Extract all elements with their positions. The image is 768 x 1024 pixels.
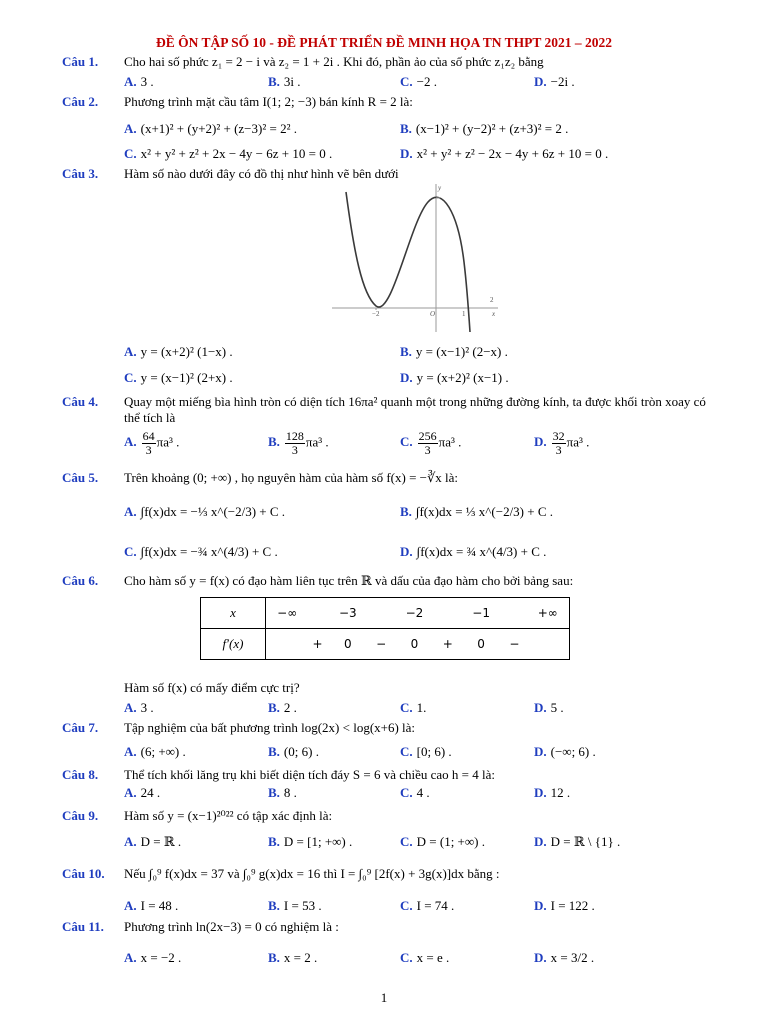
option-d[interactable]: D. −2i . <box>534 74 575 89</box>
option-a[interactable]: A. (x+1)² + (y+2)² + (z−3)² = 2² . <box>124 121 297 136</box>
option-a[interactable]: A. x = −2 . <box>124 950 182 965</box>
options-row <box>124 744 724 764</box>
question-stem: Quay một miếng bìa hình tròn có diện tích 16πa² quanh một trong những đường kính, ta được khối tròn xoay có thể tích là <box>124 394 706 425</box>
option-b[interactable]: B. D = [1; +∞) . <box>268 834 353 849</box>
option-b[interactable]: B. 8 . <box>268 785 297 800</box>
option-c[interactable]: C. −2 . <box>400 74 437 89</box>
option-d[interactable]: D. x² + y² + z² − 2x − 4y + 6z + 10 = 0 . <box>400 146 609 161</box>
option-c[interactable]: C. D = (1; +∞) . <box>400 834 485 849</box>
options-row <box>124 544 724 564</box>
question-number: Câu 5. <box>62 470 99 485</box>
question-number: Câu 1. <box>62 54 99 69</box>
question-number: Câu 8. <box>62 767 99 782</box>
option-a[interactable]: A. $\frac{64}{3}$ πa³ . <box>124 429 180 457</box>
option-d[interactable]: D. $\frac{32}{3}$ πa³ . <box>534 429 590 457</box>
option-b[interactable]: B. x = 2 . <box>268 950 318 965</box>
option-a[interactable]: A. I = 48 . <box>124 898 179 913</box>
question-stem: Cho hai số phức z₁ = 2 − i và z₂ = 1 + 2i . Khi đó, phần ảo của số phức z₁z₂ bằng <box>124 54 544 69</box>
y-axis-label: y <box>438 184 442 192</box>
option-d[interactable]: D. 5 . <box>534 700 564 715</box>
options-row <box>124 785 724 805</box>
options-row <box>124 504 724 524</box>
question-stem: Phương trình ln(2x−3) = 0 có nghiệm là : <box>124 919 339 934</box>
option-a[interactable]: A. D = ℝ . <box>124 834 182 849</box>
options-row <box>124 429 724 457</box>
question-stem: Cho hàm số y = f(x) có đạo hàm liên tục trên ℝ và dấu của đạo hàm cho bởi bảng sau: <box>124 573 574 588</box>
question-5 <box>62 470 722 486</box>
option-a[interactable]: A. (6; +∞) . <box>124 744 186 759</box>
option-b[interactable]: B. I = 53 . <box>268 898 322 913</box>
page-title: ĐỀ ÔN TẬP SỐ 10 - ĐỀ PHÁT TRIỂN ĐỀ MINH HỌA TN THPT 2021 – 2022 <box>155 35 613 50</box>
question-number: Câu 7. <box>62 720 99 735</box>
option-a[interactable]: A. ∫f(x)dx = −⅓ x^(−2/3) + C . <box>124 504 286 519</box>
question-number: Câu 3. <box>62 166 99 181</box>
option-a[interactable]: A. 24 . <box>124 785 161 800</box>
options-row <box>124 74 724 94</box>
question-11 <box>62 919 722 935</box>
option-c[interactable]: C. [0; 6) . <box>400 744 452 759</box>
option-b[interactable]: B. (0; 6) . <box>268 744 319 759</box>
options-row <box>124 121 724 141</box>
option-c[interactable]: C. ∫f(x)dx = −¾ x^(4/3) + C . <box>124 544 278 559</box>
tick-label: 1 <box>462 310 466 318</box>
sign-table-sign-row: + 0 − 0 + 0 − <box>266 629 570 660</box>
option-c[interactable]: C. x² + y² + z² + 2x − 4y − 6z + 10 = 0 . <box>124 146 333 161</box>
option-d[interactable]: D. ∫f(x)dx = ¾ x^(4/3) + C . <box>400 544 547 559</box>
question-stem: Phương trình mặt cầu tâm I(1; 2; −3) bán kính R = 2 là: <box>124 94 413 109</box>
sign-table-derivative-label: f′(x) <box>201 629 266 660</box>
option-d[interactable]: D. x = 3/2 . <box>534 950 595 965</box>
question-stem: Trên khoảng (0; +∞) , họ nguyên hàm của hàm số f(x) = −∛x là: <box>124 470 459 485</box>
page-number: 1 <box>380 990 388 1005</box>
option-c[interactable]: C. x = e . <box>400 950 450 965</box>
question-number: Câu 4. <box>62 394 99 409</box>
sign-table-x-label: x <box>201 598 266 629</box>
sign-table-x-row: −∞ −3 −2 −1 +∞ <box>266 598 570 629</box>
x-axis-label: x <box>492 310 496 318</box>
question-9 <box>62 808 722 824</box>
option-a[interactable]: A. 3 . <box>124 74 154 89</box>
function-graph <box>330 182 500 334</box>
options-row <box>124 700 724 720</box>
tick-label: −2 <box>372 310 380 318</box>
question-10 <box>62 866 722 882</box>
option-c[interactable]: C. 1. <box>400 700 427 715</box>
question-number: Câu 10. <box>62 866 105 881</box>
option-d[interactable]: D. 12 . <box>534 785 571 800</box>
options-row <box>124 344 724 364</box>
option-c[interactable]: C. 4 . <box>400 785 430 800</box>
options-row <box>124 950 724 970</box>
question-2 <box>62 94 722 110</box>
sign-table <box>200 597 570 660</box>
question-3 <box>62 166 722 182</box>
option-d[interactable]: D. (−∞; 6) . <box>534 744 596 759</box>
question-7 <box>62 720 722 736</box>
options-row <box>124 834 724 854</box>
origin-label: O <box>430 310 436 318</box>
question-number: Câu 2. <box>62 94 99 109</box>
question-6 <box>62 573 722 589</box>
question-stem: Hàm số y = (x−1)²⁰²² có tập xác định là: <box>124 808 333 823</box>
question-stem: Thể tích khối lăng trụ khi biết diện tích đáy S = 6 và chiều cao h = 4 là: <box>124 767 495 782</box>
option-d[interactable]: D. I = 122 . <box>534 898 595 913</box>
tick-label: 2 <box>490 296 494 304</box>
question-stem: Nếu ∫₀⁹ f(x)dx = 37 và ∫₀⁹ g(x)dx = 16 thì I = ∫₀⁹ [2f(x) + 3g(x)]dx bằng : <box>124 866 500 881</box>
question-number: Câu 6. <box>62 573 99 588</box>
option-a[interactable]: A. 3 . <box>124 700 154 715</box>
question-stem: Hàm số nào dưới đây có đồ thị như hình vẽ bên dưới <box>124 166 399 181</box>
option-c[interactable]: C. I = 74 . <box>400 898 455 913</box>
option-a[interactable]: A. y = (x+2)² (1−x) . <box>124 344 233 359</box>
question-number: Câu 9. <box>62 808 99 823</box>
option-b[interactable]: B. 2 . <box>268 700 297 715</box>
question-4 <box>62 394 722 426</box>
options-row <box>124 146 724 166</box>
option-b[interactable]: B. $\frac{128}{3}$ πa³ . <box>268 429 329 457</box>
option-b[interactable]: B. ∫f(x)dx = ⅓ x^(−2/3) + C . <box>400 504 554 519</box>
option-d[interactable]: D. y = (x+2)² (x−1) . <box>400 370 509 385</box>
option-d[interactable]: D. D = ℝ \ {1} . <box>534 834 621 849</box>
question-8 <box>62 767 722 783</box>
question-1 <box>62 54 722 70</box>
question-6-followup: Hàm số f(x) có mấy điểm cực trị? <box>124 680 300 695</box>
options-row <box>124 370 724 390</box>
question-number: Câu 11. <box>62 919 104 934</box>
cubic-curve <box>346 192 470 332</box>
option-b[interactable]: B. y = (x−1)² (2−x) . <box>400 344 508 359</box>
option-b[interactable]: B. (x−1)² + (y−2)² + (z+3)² = 2 . <box>400 121 569 136</box>
option-c[interactable]: C. $\frac{256}{3}$ πa³ . <box>400 429 462 457</box>
option-b[interactable]: B. 3i . <box>268 74 301 89</box>
options-row <box>124 898 724 918</box>
option-c[interactable]: C. y = (x−1)² (2+x) . <box>124 370 233 385</box>
question-stem: Tập nghiệm của bất phương trình log(2x) < log(x+6) là: <box>124 720 416 735</box>
